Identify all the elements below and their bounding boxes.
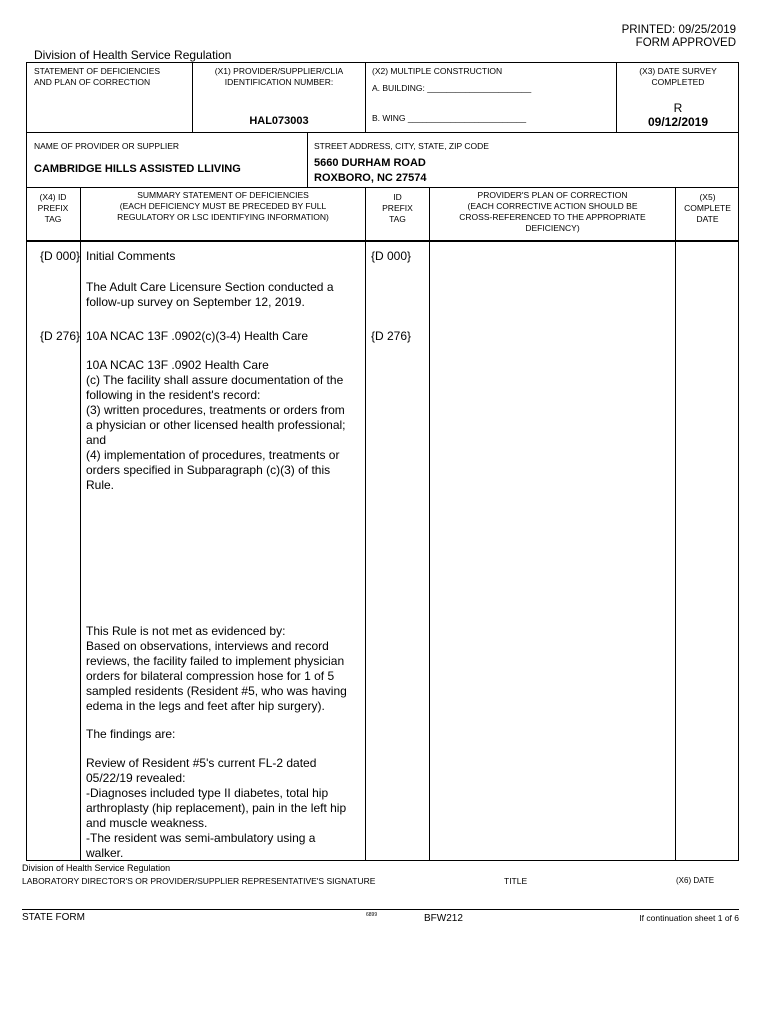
- col-header-plan: PROVIDER'S PLAN OF CORRECTION (EACH CORRECTIVE ACTION SHOULD BE CROSS-REFERENCED TO THE APPROPRIATE DEFICIENCY): [459, 190, 646, 233]
- provider-name: CAMBRIDGE HILLS ASSISTED LLIVING: [34, 163, 241, 175]
- x1-label: (X1) PROVIDER/SUPPLIER/CLIA IDENTIFICATION NUMBER:: [214, 66, 344, 87]
- provider-name-label: NAME OF PROVIDER OR SUPPLIER: [34, 141, 179, 151]
- divider: [26, 241, 739, 242]
- printed-date: PRINTED: 09/25/2019: [621, 24, 736, 36]
- x3-date: 09/12/2019: [647, 115, 709, 129]
- divider: [429, 187, 430, 861]
- divider: [80, 187, 81, 861]
- paragraph-rule: 10A NCAC 13F .0902 Health Care (c) The facility shall assure documentation of the following in the resident's record: (3) written procedures, treatments or orders from a physician or other licensed health professional; and (4) implementation of procedures, treatments or orders specified in Subparagraph (c)(3) of this Rule.: [86, 358, 346, 492]
- address-label: STREET ADDRESS, CITY, STATE, ZIP CODE: [314, 141, 489, 151]
- paragraph-evidence: This Rule is not met as evidenced by: Based on observations, interviews and record reviews, the facility failed to implement physician orders for bilateral compression hose for 1 of 5 sampled residents (Resident #5, who was having edema in the legs and feet after hip surgery).: [86, 624, 347, 713]
- date-label: (X6) DATE: [676, 876, 715, 885]
- divider: [675, 187, 676, 861]
- paragraph-survey: The Adult Care Licensure Section conducted a follow-up survey on September 12, 2019.: [86, 280, 334, 309]
- title-label: TITLE: [504, 876, 528, 886]
- divider: [307, 132, 308, 187]
- x2-wing: B. WING _________________________: [372, 113, 527, 123]
- findings-heading: The findings are:: [86, 727, 176, 741]
- provider-address: 5660 DURHAM ROAD ROXBORO, NC 27574: [314, 157, 427, 184]
- divider: [26, 132, 739, 133]
- tag-d000: {D 000}: [40, 249, 81, 263]
- continuation-sheet: If continuation sheet 1 of 6: [639, 913, 739, 923]
- x2-label: (X2) MULTIPLE CONSTRUCTION: [372, 66, 503, 76]
- division-title: Division of Health Service Regulation: [34, 48, 232, 62]
- col-header-summary: SUMMARY STATEMENT OF DEFICIENCIES (EACH DEFICIENCY MUST BE PRECEDED BY FULL REGULATORY OR LSC IDENTIFYING INFORMATION): [117, 190, 329, 222]
- rule-title: 10A NCAC 13F .0902(c)(3-4) Health Care: [86, 329, 309, 343]
- tag-d276-right: {D 276}: [371, 329, 412, 343]
- state-form: STATE FORM: [22, 912, 85, 923]
- col-header-id: ID PREFIX TAG: [382, 192, 413, 224]
- initial-comments: Initial Comments: [86, 249, 176, 263]
- form-code: 6899: [366, 912, 378, 918]
- x3-code: R: [673, 101, 683, 115]
- footer-division: Division of Health Service Regulation: [22, 863, 171, 873]
- x2-building: A. BUILDING: ______________________: [372, 83, 532, 93]
- statement-label: STATEMENT OF DEFICIENCIES AND PLAN OF CORRECTION: [34, 66, 161, 87]
- x3-label: (X3) DATE SURVEY COMPLETED: [639, 66, 717, 87]
- col-header-x5: (X5) COMPLETE DATE: [684, 192, 731, 224]
- tag-d000-right: {D 000}: [371, 249, 412, 263]
- tag-d276: {D 276}: [40, 329, 81, 343]
- divider: [26, 187, 739, 188]
- x1-value: HAL073003: [249, 115, 309, 127]
- form-approved: FORM APPROVED: [635, 37, 736, 49]
- col-header-x4: (X4) ID PREFIX TAG: [37, 192, 69, 224]
- divider: [365, 62, 366, 132]
- paragraph-review: Review of Resident #5's current FL-2 dated 05/22/19 revealed: -Diagnoses included type II diabetes, total hip arthroplasty (hip replacement), pain in the left hip and muscle weakness. -The resident was semi-ambulatory using a walker.: [86, 756, 347, 860]
- form-id: BFW212: [424, 913, 463, 924]
- footer-rule: [22, 909, 739, 910]
- signature-label: LABORATORY DIRECTOR'S OR PROVIDER/SUPPLIER REPRESENTATIVE'S SIGNATURE: [22, 876, 376, 886]
- divider: [365, 187, 366, 861]
